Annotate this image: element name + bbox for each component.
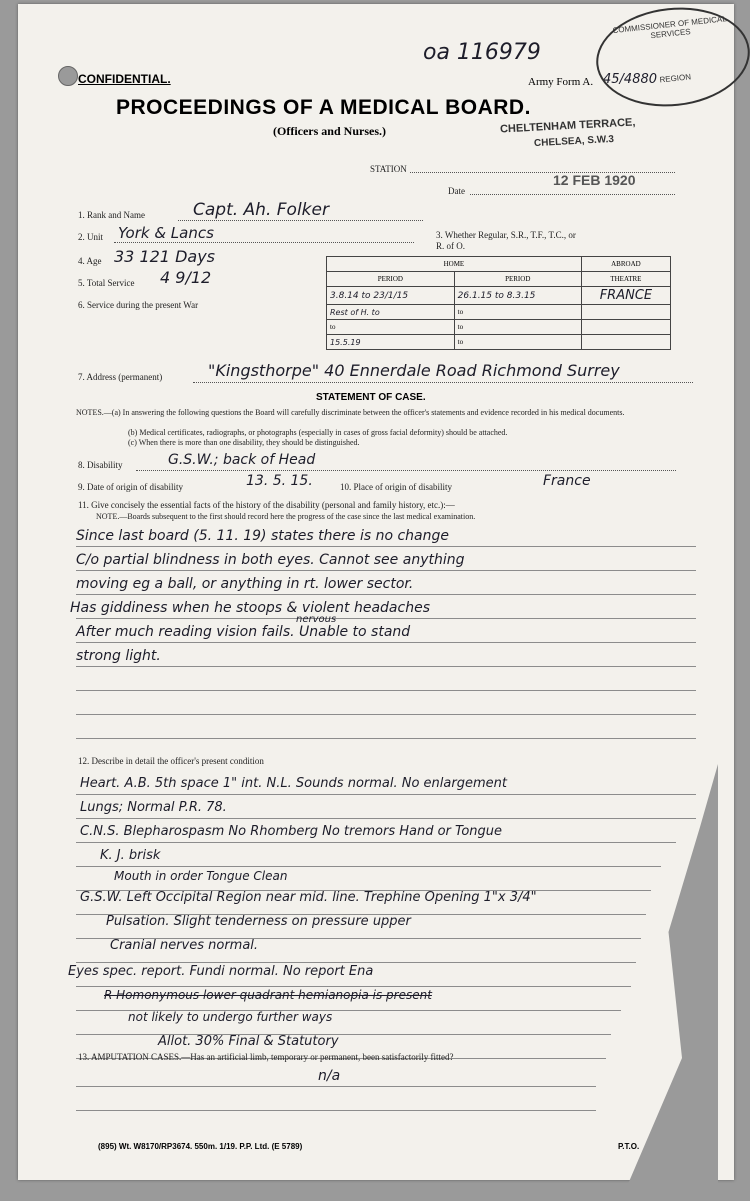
form-subtitle: (Officers and Nurses.): [273, 124, 386, 138]
abroad-period-header: PERIOD: [454, 272, 581, 287]
condition-rule: [76, 962, 636, 963]
theatre-cell: [581, 305, 670, 320]
abroad-header: ABROAD: [581, 257, 670, 272]
abroad-cell: to: [454, 320, 581, 335]
home-cell: 15.5.19: [327, 335, 455, 350]
condition-line: G.S.W. Left Occipital Region near mid. line. Trephine Opening 1"x 3/4": [80, 890, 537, 905]
origin-date-label: 9. Date of origin of disability: [78, 482, 183, 492]
condition-rule: [76, 1034, 611, 1035]
history-rule: [76, 714, 696, 715]
amputation-label: 13. AMPUTATION CASES.—Has an artificial limb, temporary or permanent, been satisfactorily fitted?: [78, 1052, 454, 1062]
condition-line: not likely to undergo further ways: [128, 1010, 333, 1024]
condition-rule: [76, 842, 676, 843]
history-line: C/o partial blindness in both eyes. Cannot see anything: [76, 552, 465, 568]
notes-b: (b) Medical certificates, radiographs, or photographs (especially in cases of gross facial deformity) should be attached.: [128, 428, 508, 437]
condition-line: Lungs; Normal P.R. 78.: [80, 800, 227, 815]
form-title: PROCEEDINGS OF A MEDICAL BOARD.: [116, 96, 531, 119]
age-label: 4. Age: [78, 256, 102, 266]
rank-line: [178, 220, 423, 221]
condition-line: Eyes spec. report. Fundi normal. No report Ena: [68, 964, 374, 979]
history-line: Since last board (5. 11. 19) states there is no change: [76, 528, 449, 544]
table-row: [327, 305, 671, 320]
history-line: Has giddiness when he stoops & violent headaches: [70, 600, 430, 616]
medical-services-stamp: [591, 0, 750, 114]
theatre-cell: [581, 335, 670, 350]
amputation-value: n/a: [318, 1068, 341, 1084]
condition-rule: [76, 866, 661, 867]
notes-a: NOTES.—(a) In answering the following questions the Board will carefully discriminate between the officer's statements and evidence recorded in his medical documents.: [76, 408, 625, 417]
disability-line: [136, 470, 676, 471]
date-line: [470, 194, 675, 195]
history-insert: nervous: [296, 614, 337, 625]
condition-rule: [76, 818, 696, 819]
unit-value: York & Lancs: [118, 224, 214, 242]
history-rule: [76, 618, 696, 619]
condition-line: Allot. 30% Final & Statutory: [158, 1034, 339, 1049]
condition-line: Mouth in order Tongue Clean: [114, 869, 288, 883]
age-value: 33 121 Days: [114, 247, 215, 266]
history-rule: [76, 546, 696, 547]
stamp-ring-text: COMMISSIONER OF MEDICAL SERVICES: [612, 14, 728, 41]
address-line: [193, 382, 693, 383]
history-rule: [76, 690, 696, 691]
table-row: [327, 287, 671, 305]
theatre-header: THEATRE: [581, 272, 670, 287]
confidential-label: CONFIDENTIAL.: [78, 72, 171, 86]
army-form-label: Army Form A.: [528, 76, 594, 88]
amputation-rule: [76, 1110, 596, 1111]
condition-rule: [76, 986, 631, 987]
army-form-number: 45/4880: [603, 72, 658, 87]
history-line: strong light.: [76, 648, 161, 664]
history-rule: [76, 570, 696, 571]
condition-line: Pulsation. Slight tenderness on pressure upper: [106, 914, 411, 929]
date-label: Date: [448, 186, 465, 196]
theatre-cell: FRANCE: [581, 287, 670, 305]
service-history-table: [326, 256, 671, 350]
rank-label: 1. Rank and Name: [78, 210, 145, 220]
punch-hole: [58, 66, 78, 86]
address-value: "Kingsthorpe" 40 Ennerdale Road Richmond Surrey: [208, 361, 620, 380]
notes-c: (c) When there is more than one disability, they should be distinguished.: [128, 438, 360, 447]
abroad-cell: to: [454, 305, 581, 320]
unit-label: 2. Unit: [78, 232, 104, 242]
total-service-value: 4 9/12: [160, 268, 212, 287]
home-cell: 3.8.14 to 23/1/15: [327, 287, 455, 305]
unit-line: [114, 242, 414, 243]
address-label: 7. Address (permanent): [78, 372, 163, 382]
disability-label: 8. Disability: [78, 460, 123, 470]
home-cell: to: [327, 320, 455, 335]
date-stamp: 12 FEB 1920: [553, 172, 636, 188]
history-rule: [76, 738, 696, 739]
origin-date-value: 13. 5. 15.: [246, 473, 313, 489]
stamp-address-2: CHELSEA, S.W.3: [533, 133, 615, 150]
table-row: [327, 320, 671, 335]
condition-line: C.N.S. Blepharospasm No Rhomberg No tremors Hand or Tongue: [80, 824, 503, 839]
theatre-cell: [581, 320, 670, 335]
abroad-cell: 26.1.15 to 8.3.15: [454, 287, 581, 305]
stamp-address-1: CHELTENHAM TERRACE,: [499, 116, 636, 136]
form-number: oa 116979: [423, 40, 541, 65]
condition-label: 12. Describe in detail the officer's present condition: [78, 756, 264, 766]
service-war-label: 6. Service during the present War: [78, 300, 199, 310]
torn-edge: [628, 764, 718, 1184]
home-period-header: PERIOD: [327, 272, 455, 287]
home-header: HOME: [327, 257, 582, 272]
history-rule: [76, 594, 696, 595]
condition-line: Cranial nerves normal.: [110, 938, 259, 953]
amputation-rule: [76, 1086, 596, 1087]
table-row: [327, 335, 671, 350]
printer-info: (895) Wt. W8170/RP3674. 550m. 1/19. P.P. Ltd. (E 5789): [98, 1142, 303, 1151]
home-cell: Rest of H. to: [327, 305, 455, 320]
abroad-cell: to: [454, 335, 581, 350]
condition-line-struck: R Homonymous lower quadrant hemianopia is present: [104, 988, 432, 1002]
condition-rule: [76, 794, 696, 795]
history-note: NOTE.—Boards subsequent to the first should record here the progress of the case since the last medical examination.: [96, 512, 476, 521]
regular-label: 3. Whether Regular, S.R., T.F., T.C., or R. of O.: [436, 230, 576, 251]
history-line: moving eg a ball, or anything in rt. lower sector.: [76, 576, 414, 592]
history-rule: [76, 666, 696, 667]
pto-label: P.T.O.: [618, 1142, 640, 1151]
condition-line: K. J. brisk: [100, 848, 161, 863]
history-line: After much reading vision fails. Unable to stand: [76, 624, 411, 640]
statement-heading: STATEMENT OF CASE.: [316, 392, 426, 403]
station-label: STATION: [370, 164, 407, 174]
stamp-region: REGION: [659, 72, 692, 85]
condition-line: Heart. A.B. 5th space 1" int. N.L. Sounds normal. No enlargement: [80, 776, 507, 791]
origin-place-value: France: [543, 473, 591, 489]
form-sheet: [18, 4, 734, 1180]
total-service-label: 5. Total Service: [78, 278, 135, 288]
rank-value: Capt. Ah. Folker: [193, 200, 329, 220]
history-rule: [76, 642, 696, 643]
origin-place-label: 10. Place of origin of disability: [340, 482, 452, 492]
disability-value: G.S.W.; back of Head: [168, 452, 316, 468]
history-label: 11. Give concisely the essential facts of the history of the disability (personal and family history, etc.):—: [78, 500, 455, 510]
